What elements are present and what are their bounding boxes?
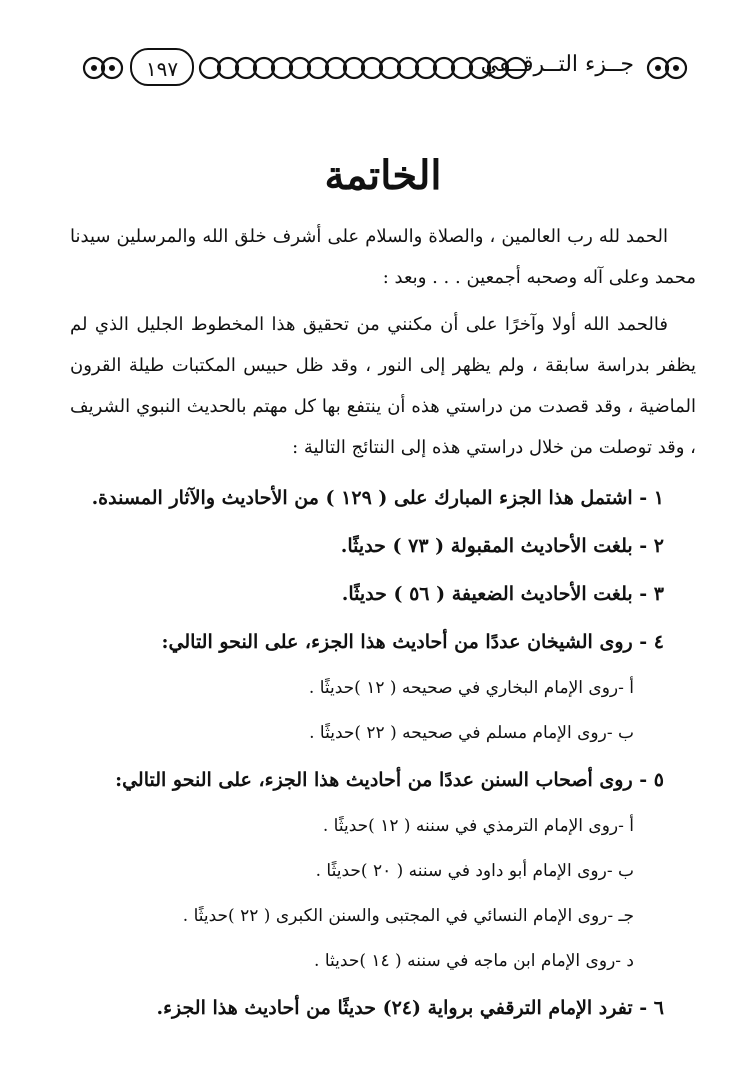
intro-paragraph [70,216,696,298]
page-header [78,40,694,98]
result-item: ٣ - بلغت الأحاديث الضعيفة ( ٥٦ ) حديثًا. [341,583,664,605]
result-item: ٦ - تفرد الإمام الترقفي برواية (٢٤) حديثًا من أحاديث هذا الجزء. [156,997,664,1019]
section-title: الخاتمة [324,152,442,199]
sub-result-item: أ -روى الإمام الترمذي في سننه ( ١٢ )حديثًا . [322,816,634,836]
sub-result-item: أ -روى الإمام البخاري في صحيحه ( ١٢ )حديثًا . [308,678,634,698]
intro-text: الحمد لله رب العالمين ، والصلاة والسلام على أشرف خلق الله والمرسلين سيدنا محمد وعلى آله وصحبه أجمعين . . . وبعد : [70,226,696,288]
page-number: ١٩٧ [130,48,194,86]
sub-result-item: د -روى الإمام ابن ماجه في سننه ( ١٤ )حديثا . [314,951,634,971]
page-body [70,150,696,1032]
sub-result-item: ب -روى الإمام مسلم في صحيحه ( ٢٢ )حديثًا . [309,723,634,743]
running-title: جــزء التــرقــفي [480,52,634,77]
body-text: فالحمد الله أولا وآخرًا على أن مكنني من تحقيق هذا المخطوط الجليل الذي لم يظفر بدراسة سابقة ، ولم يظهر إلى النور ، وقد ظل حبيس المكتبات طيلة القرون الماضية ، وقد قصدت من دراستي هذه أن ينتفع بها كل مهتم بالحديث النبوي الشريف ، وقد توصلت من خلال دراستي هذه إلى النتائج التالية : [70,314,696,458]
sub-result-item: جـ -روى الإمام النسائي في المجتبى والسنن الكبرى ( ٢٢ )حديثًا . [182,906,634,926]
result-item: ٢ - بلغت الأحاديث المقبولة ( ٧٣ ) حديثًا. [340,535,664,557]
result-item: ٥ - روى أصحاب السنن عددًا من أحاديث هذا الجزء، على النحو التالي: [115,769,664,791]
result-item: ١ - اشتمل هذا الجزء المبارك على ( ١٢٩ ) من الأحاديث والآثار المسندة. [91,487,664,509]
sub-result-item: ب -روى الإمام أبو داود في سننه ( ٢٠ )حديثًا . [315,861,634,881]
result-item: ٤ - روى الشيخان عددًا من أحاديث هذا الجزء، على النحو التالي: [161,631,664,653]
body-paragraph [70,304,696,468]
